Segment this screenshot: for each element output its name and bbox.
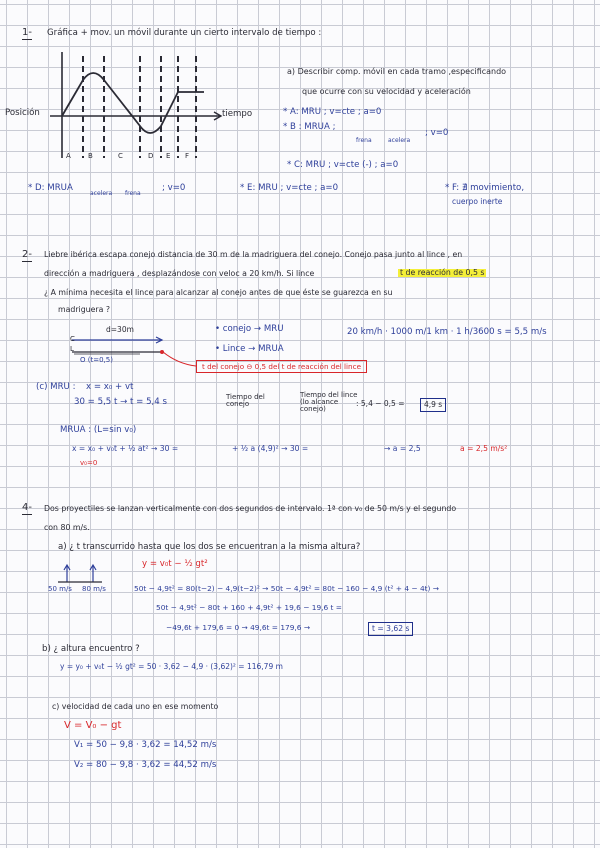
- projectile-2-speed: 80 m/s: [82, 585, 106, 593]
- answer-b: * B : MRUA ;: [283, 122, 336, 132]
- velocity-2: V₂ = 80 − 9,8 · 3,62 = 44,52 m/s: [74, 760, 217, 770]
- origin-label: O (t=0,5): [80, 356, 113, 364]
- tiempo-lince-answer: 4,9 s: [420, 398, 446, 412]
- lince-marker: L: [70, 345, 74, 353]
- answer-b-tail: ; v=0: [425, 128, 449, 138]
- problem-3-number: 4-: [22, 502, 32, 513]
- question-3c: c) velocidad de cada uno en ese momento: [52, 702, 219, 711]
- answer-f-1: * F: ∄ movimiento,: [445, 183, 525, 193]
- projectile-1-speed: 50 m/s: [48, 585, 72, 593]
- equation-a-step-1: 50t − 4,9t² = 80(t−2) − 4,9(t−2)² → 50t − 4,9t² = 80t − 160 − 4,9 (t² + 4 − 4t) →: [134, 584, 439, 593]
- graph-xlabel: tiempo: [222, 109, 253, 119]
- question-3a: a) ¿ t transcurrido hasta que los dos se encuentran a la misma altura?: [58, 542, 361, 552]
- problem-2-line-4: madriguera ?: [58, 305, 110, 314]
- tiempo-lince-label: Tiempo del lince (lo alcance conejo): [300, 391, 358, 413]
- answer-b-acelera: acelera: [388, 137, 411, 144]
- answer-a: * A: MRU ; v=cte ; a=0: [283, 107, 382, 117]
- mrua-equation-result: → a = 2,5: [384, 444, 421, 453]
- question-1a-line-2: que ocurre con su velocidad y aceleración: [302, 87, 471, 96]
- v0-zero: v₀=0: [80, 459, 98, 467]
- graph-label-a: A: [66, 152, 71, 160]
- tiempo-lince-equation: : 5,4 − 0,5 =: [356, 399, 405, 408]
- graph-label-d: D: [148, 152, 154, 160]
- lince-mrua: • Lince → MRUA: [215, 344, 284, 354]
- graph-label-e: E: [166, 152, 171, 160]
- mrua-heading: MRUA : (L=sin v₀): [60, 425, 137, 435]
- answer-d-acelera: acelera: [90, 190, 113, 197]
- problem-3-line-1: Dos proyectiles se lanzan verticalmente con dos segundos de intervalo. 1ª con v₀ de 50 m/s y el segundo: [44, 504, 457, 513]
- position-formula: y = v₀t − ½ gt²: [142, 559, 208, 569]
- graph-ylabel: Posición: [5, 108, 40, 118]
- answer-time: t = 3,62 s: [368, 622, 413, 636]
- problem-2-line-1: Liebre ibérica escapa conejo distancia de 30 m de la madriguera del conejo. Conejo pasa junto al lince , en: [44, 250, 463, 259]
- graph-label-b: B: [88, 152, 93, 160]
- speed-conversion: 20 km/h · 1000 m/1 km · 1 h/3600 s = 5,5 m/s: [347, 327, 547, 337]
- distance-label: d=30m: [106, 325, 134, 334]
- velocity-formula: V = V₀ − gt: [64, 720, 122, 731]
- answer-d-frena: frena: [125, 190, 141, 197]
- equation-b: y = y₀ + v₀t − ½ gt² = 50 · 3,62 − 4,9 · (3,62)² = 116,79 m: [60, 662, 283, 671]
- conejo-marker: C: [70, 335, 75, 343]
- problem-2-line-2: dirección a madriguera , desplazándose con veloc a 20 km/h. Si lince: [44, 269, 315, 278]
- problem-3-line-2: con 80 m/s.: [44, 523, 90, 532]
- mru-heading: (c) MRU :: [36, 382, 76, 392]
- conejo-mru: • conejo → MRU: [215, 324, 284, 334]
- reaction-note: t del conejo ⊖ 0,5 del t de reacción del lince: [196, 360, 367, 373]
- tiempo-conejo-label: Tiempo del conejo: [226, 393, 265, 408]
- answer-e: * E: MRU ; v=cte ; a=0: [240, 183, 339, 193]
- question-1a-line-1: a) Describir comp. móvil en cada tramo ,especificando: [287, 67, 507, 76]
- graph-label-c: C: [118, 152, 123, 160]
- velocity-1: V₁ = 50 − 9,8 · 3,62 = 14,52 m/s: [74, 740, 217, 750]
- equation-a-step-2: 50t − 4,9t² − 80t + 160 + 4,9t² + 19,6 − 19,6 t =: [156, 603, 342, 612]
- problem-2-line-3: ¿ A mínima necesita el lince para alcanzar al conejo antes de que éste se guarezca en su: [44, 288, 393, 297]
- equation-a-step-3: −49,6t + 179,6 = 0 → 49,6t = 179,6 →: [166, 623, 311, 632]
- answer-d: * D: MRUA: [28, 183, 73, 193]
- mru-equation: x = x₀ + vt: [86, 382, 134, 392]
- answer-b-frena: frena: [356, 137, 372, 144]
- problem-1-number: 1-: [22, 27, 32, 38]
- mru-solution: 30 = 5,5 t → t = 5,4 s: [74, 397, 167, 407]
- problem-2-number: 2-: [22, 249, 32, 260]
- reaction-time-highlight: t de reacción de 0,5 s: [400, 268, 485, 277]
- answer-f-2: cuerpo inerte: [452, 197, 503, 206]
- graph-label-f: F: [185, 152, 190, 160]
- mrua-answer: a = 2,5 m/s²: [460, 444, 508, 453]
- answer-d-tail: ; v=0: [162, 183, 186, 193]
- answer-c: * C: MRU ; v=cte (-) ; a=0: [287, 160, 399, 170]
- mrua-equation: x = x₀ + v₀t + ½ at² → 30 =: [72, 444, 179, 453]
- question-3b: b) ¿ altura encuentro ?: [42, 644, 140, 654]
- mrua-equation-step: + ½ a (4,9)² → 30 =: [232, 444, 309, 453]
- problem-1-title: Gráfica + mov. un móvil durante un cierto intervalo de tiempo :: [47, 28, 322, 38]
